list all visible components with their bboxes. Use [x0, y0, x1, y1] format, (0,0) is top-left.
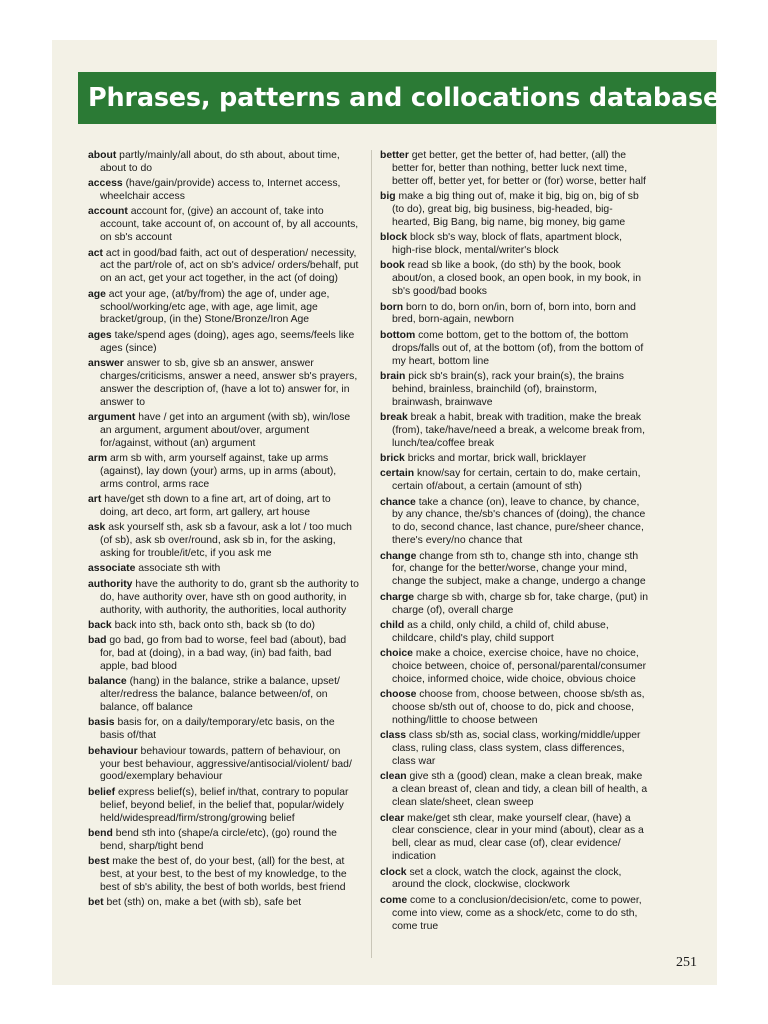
entry [88, 289, 360, 328]
headword: authority [88, 578, 133, 590]
headword: born [380, 301, 404, 313]
headword: act [88, 247, 104, 259]
entry [380, 592, 648, 618]
headword: belief [88, 786, 116, 798]
entry-text: set a clock, watch the clock, against the clock, around the clock, clockwise, clockwork [392, 866, 622, 891]
entry-text: choose from, choose between, choose sb/sth as, choose sb/sth out of, choose to do, pick and choose, nothing/little to choose between [392, 689, 645, 727]
headword: basis [88, 717, 115, 729]
headword: access [88, 178, 123, 190]
entry [380, 813, 648, 865]
entry-text: bend sth into (shape/a circle/etc), (go) round the bend, sharp/tight bend [100, 827, 337, 852]
entry [88, 248, 360, 287]
entry [380, 453, 648, 466]
entry-text: (hang) in the balance, strike a balance, upset/ alter/redress the balance, balance between/of, on balance, off balance [100, 676, 340, 714]
entry-text: change from sth to, change sth into, change sth for, change for the better/worse, change your mind, change the subject, make a change, undergo a change [392, 550, 646, 588]
headword: bottom [380, 329, 416, 341]
entry [88, 358, 360, 410]
entry [88, 828, 360, 854]
headword: bad [88, 635, 107, 647]
entry-text: know/say for certain, certain to do, make certain, certain of/about, a certain (amount of sth) [392, 468, 641, 493]
entry [380, 648, 648, 687]
entry-text: make the best of, do your best, (all) for the best, at best, at your best, to the best of my knowledge, to the best of sb's ability, the best of both worlds, best friend [100, 856, 347, 893]
left-column [88, 150, 360, 912]
entry-text: answer to sb, give sb an answer, answer charges/criticisms, answer a need, answer sb's prayers, answer the description of, (have a lot to) answer for, in answer to [100, 357, 358, 408]
entry [380, 497, 648, 549]
page-number: 251 [676, 955, 697, 970]
headword: art [88, 494, 102, 506]
entry-text: make/get sth clear, make yourself clear, (have) a clear conscience, clear in your mind (about), clear as a bell, clear as mud, clear case (of), clear evidence/ indication [392, 812, 644, 863]
headword: big [380, 191, 396, 203]
entry [88, 620, 360, 633]
entry-text: give sth a (good) clean, make a clean break, make a clean breast of, clean and tidy, a clean bill of health, a clean slate/sheet, clean sweep [392, 771, 648, 809]
entry-text: get better, get the better of, had better, (all) the better for, better than nothing, better luck next time, better off, better yet, for better or (for) worse, better half [392, 150, 646, 187]
headword: better [380, 150, 409, 161]
headword: choice [380, 648, 413, 660]
headword: best [88, 856, 110, 868]
page-title: Phrases, patterns and collocations database [88, 83, 721, 113]
entry [380, 191, 648, 230]
entry [88, 150, 360, 176]
entry-text: block sb's way, block of flats, apartment block, high-rise block, mental/writer's block [392, 232, 623, 257]
headword: account [88, 206, 128, 218]
entry-text: bet (sth) on, make a bet (with sb), safe bet [106, 897, 302, 909]
headword: associate [88, 563, 136, 575]
entry [88, 494, 360, 520]
entry-text: behaviour towards, pattern of behaviour, on your best behaviour, aggressive/antisocial/violent/ bad/ good/exemplary behaviour [100, 745, 352, 783]
entry [380, 771, 648, 810]
entry [380, 689, 648, 728]
entry-text: partly/mainly/all about, do sth about, about time, about to do [100, 150, 340, 174]
entry [380, 620, 648, 646]
entry-text: have/get sth down to a fine art, art of doing, art to doing, art deco, art form, art gallery, art house [100, 494, 331, 519]
entry [380, 150, 648, 189]
headword: come [380, 894, 408, 906]
entry-text: act your age, (at/by/from) the age of, under age, school/working/etc age, with age, age limit, age bracket/group, (in the) Stone/Bronze/Iron Age [100, 288, 330, 326]
entry-text: read sb like a book, (do sth) by the book, book about/on, a closed book, an open book, in my book, in sb's good/bad books [392, 260, 641, 298]
headword: bet [88, 897, 104, 909]
headword: clock [380, 866, 407, 878]
headword: choose [380, 689, 417, 701]
entry [88, 178, 360, 204]
entry [380, 867, 648, 893]
headword: book [380, 260, 405, 272]
entry-text: associate sth with [138, 563, 221, 575]
headword: chance [380, 496, 416, 508]
headword: certain [380, 468, 415, 480]
headword: block [380, 232, 408, 244]
entry [380, 260, 648, 299]
entry-text: as a child, only child, a child of, child abuse, childcare, child's play, child support [392, 619, 609, 644]
entry-text: pick sb's brain(s), rack your brain(s), the brains behind, brainless, brainchild (of), brainstorm, brainwash, brainwave [392, 370, 624, 408]
entry-text: basis for, on a daily/temporary/etc basis, on the basis of/that [100, 717, 335, 742]
entry [88, 453, 360, 492]
entry [88, 717, 360, 743]
entry [88, 635, 360, 674]
entry [380, 330, 648, 369]
entry [88, 522, 360, 561]
entry-text: bricks and mortar, brick wall, bricklayer [407, 453, 587, 465]
entry [380, 730, 648, 769]
entry-text: account for, (give) an account of, take into account, take account of, on account of, by all accounts, on sb's account [100, 206, 359, 244]
entry-text: have / get into an argument (with sb), win/lose an argument, argument about/over, argument for/against, without (an) argument [100, 411, 351, 449]
entry-text: (have/gain/provide) access to, Internet access, wheelchair access [100, 178, 341, 203]
headword: charge [380, 591, 415, 603]
entry [88, 746, 360, 785]
entry [88, 897, 360, 910]
entry [88, 330, 360, 356]
entry [380, 551, 648, 590]
headword: brain [380, 370, 406, 382]
headword: clear [380, 812, 405, 824]
entry [88, 676, 360, 715]
entry [88, 856, 360, 895]
entry-text: back into sth, back onto sth, back sb (to do) [114, 619, 315, 631]
entry [380, 371, 648, 410]
right-column [380, 150, 648, 936]
headword: child [380, 619, 405, 631]
entry-text: act in good/bad faith, act out of desperation/ necessity, act the part/role of, act on sb's advice/ orders/behalf, put on an act, get your act together, in the act (of doing) [100, 247, 359, 285]
headword: age [88, 288, 106, 300]
entry [88, 563, 360, 576]
entry-text: take a chance (on), leave to chance, by chance, by any chance, the/sb's chances of (doing), the chance to do, second chance, last chance, pure/sheer chance, there's every/no chance that [392, 496, 646, 547]
headword: class [380, 730, 407, 742]
entry-text: ask yourself sth, ask sb a favour, ask a lot / too much (of sb), ask sb over/round, ask sb in, for the asking, asking for trouble/it/etc, if you ask me [100, 522, 352, 560]
entry [380, 468, 648, 494]
entry [88, 206, 360, 245]
entry-text: take/spend ages (doing), ages ago, seems/feels like ages (since) [100, 329, 355, 354]
entry-text: born to do, born on/in, born of, born into, born and bred, born-again, newborn [392, 301, 636, 326]
headword: back [88, 619, 112, 631]
headword: bend [88, 827, 113, 839]
headword: ages [88, 329, 112, 341]
entry-text: go bad, go from bad to worse, feel bad (about), bad for, bad at (doing), in a bad way, (in) bad faith, bad apple, bad blood [100, 635, 347, 672]
entry-text: break a habit, break with tradition, make the break (from), take/have/need a break, a welcome break from, lunch/tea/coffee break [392, 411, 645, 449]
headword: about [88, 150, 117, 161]
entry [380, 412, 648, 451]
headword: ask [88, 522, 106, 534]
headword: arm [88, 453, 108, 465]
headword: change [380, 550, 417, 562]
entry [88, 787, 360, 826]
title-banner [78, 72, 721, 124]
headword: answer [88, 357, 124, 369]
headword: clean [380, 771, 407, 783]
headword: balance [88, 676, 127, 688]
entry-text: come to a conclusion/decision/etc, come to power, come into view, come as a shock/etc, come to do sth, come true [392, 894, 642, 932]
entry-text: make a choice, exercise choice, have no choice, choice between, choice of, personal/parental/consumer choice, informed choice, wide choice, obvious choice [392, 648, 647, 685]
entry-text: come bottom, get to the bottom of, the bottom drops/falls out of, at the bottom (of), from the bottom of my heart, bottom line [392, 329, 644, 367]
entry [380, 895, 648, 934]
entry [380, 302, 648, 328]
headword: brick [380, 453, 405, 465]
entry-text: arm sb with, arm yourself against, take up arms (against), lay down (your) arms, up in arms (about), arms control, arms race [100, 453, 337, 490]
entry-text: express belief(s), belief in/that, contrary to popular belief, beyond belief, in the belief that, popular/widely held/widespread/firm/strong/growing belief [100, 786, 349, 824]
entry [88, 579, 360, 618]
column-divider [371, 150, 372, 958]
headword: argument [88, 411, 136, 423]
entry [380, 232, 648, 258]
entry-text: charge sb with, charge sb for, take charge, (put) in charge (of), overall charge [392, 591, 648, 616]
headword: behaviour [88, 745, 138, 757]
entry-text: make a big thing out of, make it big, big on, big of sb (to do), great big, big business, big-headed, big-hearted, Big Bang, big name, big money, big game [392, 191, 639, 228]
entry-text: class sb/sth as, social class, working/middle/upper class, ruling class, class system, class differences, class war [392, 730, 641, 768]
entry-text: have the authority to do, grant sb the authority to do, have authority over, have sth on good authority, in authority, with authority, the authorities, local authority [100, 578, 359, 616]
headword: break [380, 411, 408, 423]
entry [88, 412, 360, 451]
